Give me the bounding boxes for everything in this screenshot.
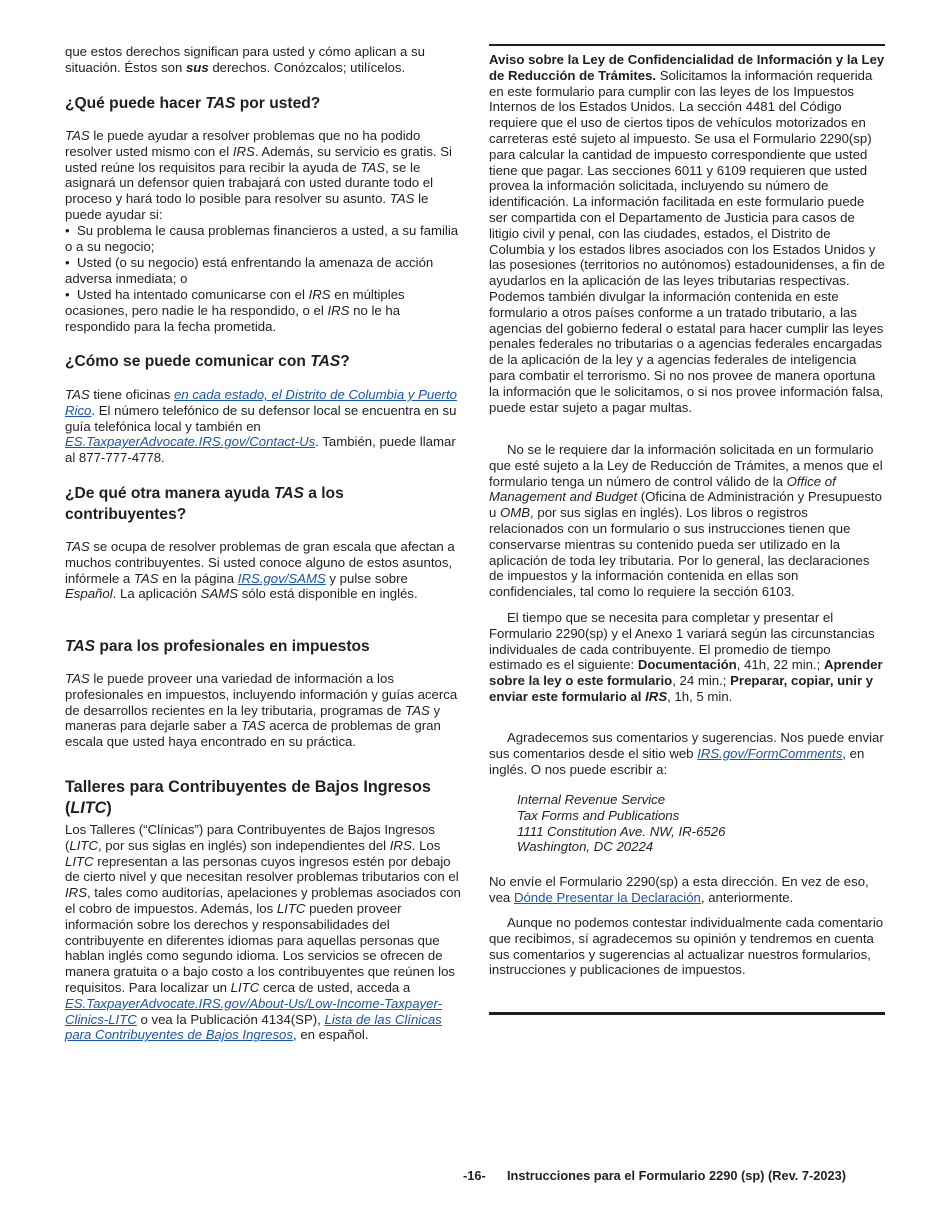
bullet-icon: •: [65, 255, 70, 270]
heading-tas-profesionales: TAS para los profesionales en impuestos: [65, 638, 370, 655]
link-tas-offices[interactable]: en cada estado, el Distrito de Columbia y Puerto Rico: [65, 387, 457, 418]
tas-professionals-paragraph: TAS le puede proveer una variedad de información a los profesionales en impuestos, incluyendo información y guías acerca de desarrollos recientes en la ley tributaria, programas de TAS y maneras para dejarle saber a TAS acerca de problemas de gran escala que usted haya encontrado en su práctica.: [65, 671, 458, 750]
bottom-rule: [489, 1012, 885, 1015]
heading-que-puede-hacer-tas: ¿Qué puede hacer TAS por usted?: [65, 95, 321, 112]
page-number: -16-: [463, 1168, 486, 1183]
tas-systemic-paragraph: TAS se ocupa de resolver problemas de gran escala que afectan a muchos contribuyentes. Si usted conoce alguno de estos asuntos, infórmele a TAS en la página IRS.gov/SAMS y pulse sobre Español. La aplicación SAMS sólo está disponible en inglés.: [65, 539, 455, 602]
bullet-adverse-action: • Usted (o su negocio) está enfrentando la amenaza de acción adversa inmediata; o: [65, 255, 434, 286]
tas-help-paragraph: TAS le puede ayudar a resolver problemas que no ha podido resolver usted mismo con el IRS. Además, su servicio es gratis. Si usted reúne los requisitos para recibir la ayuda de TAS, se le asignará un defensor quien trabajará con usted durante todo el proceso y hará todo lo posible para resolver su asunto. TAS le puede ayudar si:: [65, 128, 452, 222]
link-tas-contact-us[interactable]: ES.TaxpayerAdvocate.IRS.gov/Contact-Us: [65, 434, 316, 450]
footer-title: Instrucciones para el Formulario 2290 (sp) (Rev. 7-2023): [507, 1168, 847, 1183]
paperwork-paragraph: No se le requiere dar la información solicitada en un formulario que esté sujeto a la Ley de Reducción de Trámites, a menos que el formulario tenga un número de control válido de la Office of Management and Budget (Oficina de Administración y Presupuesto u OMB, por sus siglas en inglés). Los libros o registros relacionados con un formulario o sus instrucciones tienen que conservarse mientras su contenido pueda ser utilizado en la aplicación de toda ley tributaria. Por lo general, las declaraciones de impuestos y la información contenida en ellas son confidenciales, tal como lo requiere la sección 6103.: [489, 442, 883, 600]
comments-paragraph: Agradecemos sus comentarios y sugerencias. Nos puede enviar sus comentarios desde el sitio web IRS.gov/FormComments, en inglés. O nos puede escribir a:: [489, 730, 884, 777]
bullet-no-response: • Usted ha intentado comunicarse con el IRS en múltiples ocasiones, pero nadie le ha respondido, o el IRS no le ha respondido para la fecha prometida.: [65, 287, 405, 334]
heading-como-comunicar-tas: ¿Cómo se puede comunicar con TAS?: [65, 353, 350, 370]
bullet-icon: •: [65, 287, 70, 302]
link-form-comments[interactable]: IRS.gov/FormComments: [697, 745, 843, 761]
top-rule: [489, 44, 885, 46]
link-irs-sams[interactable]: IRS.gov/SAMS: [237, 570, 326, 586]
link-donde-presentar[interactable]: Dónde Presentar la Declaración: [513, 889, 701, 905]
link-litc-about-us[interactable]: ES.TaxpayerAdvocate.IRS.gov/About-Us/Low-Income-Taxpayer-Clinics-LITC: [65, 995, 443, 1027]
heading-otra-manera-ayuda-tas: ¿De qué otra manera ayuda TAS a los contribuyentes?: [65, 485, 344, 523]
do-not-send-paragraph: No envíe el Formulario 2290(sp) a esta dirección. En vez de eso, vea Dónde Presentar la Declaración, anteriormente.: [489, 874, 869, 905]
heading-litc: Talleres para Contribuyentes de Bajos Ingresos (LITC): [65, 778, 431, 817]
link-lista-clinicas[interactable]: Lista de las Clínicas para Contribuyentes de Bajos Ingresos: [65, 1011, 442, 1043]
privacy-notice-heading: Aviso sobre la Ley de Confidencialidad de Información y la Ley de Reducción de Trámites.: [489, 52, 885, 83]
irs-mailing-address: Internal Revenue Service Tax Forms and Publications 1111 Constitution Ave. NW, IR-6526 Washington, DC 20224: [517, 792, 726, 855]
litc-paragraph: Los Talleres (“Clínicas”) para Contribuyentes de Bajos Ingresos (LITC, por sus siglas en inglés) son independientes del IRS. Los LITC representan a las personas cuyos ingresos estén por debajo de cierto nivel y que necesitan resolver problemas tributarios con el IRS, tales como auditorías, apelaciones y problemas asociados con el cobro de impuestos. Además, los LITC pueden proveer información sobre los derechos y responsabilidades del contribuyente en diferentes idiomas para aquellas personas que hablan inglés como segundo idioma. Los servicios se ofrecen de manera gratuita o a bajo costo a los contribuyentes que reúnen los requisitos. Para localizar un LITC cerca de usted, acceda a ES.TaxpayerAdvocate.IRS.gov/About-Us/Low-Income-Taxpayer-Clinics-LITC o vea la Publicación 4134(SP), Lista de las Clínicas para Contribuyentes de Bajos Ingresos, en español.: [65, 822, 461, 1043]
time-estimate-paragraph: El tiempo que se necesita para completar y presentar el Formulario 2290(sp) y el Anexo 1 variará según las circunstancias individuales de cada contribuyente. El promedio de tiempo estimado es el siguiente: Documentación, 41h, 22 min.; Aprender sobre la ley o este formulario, 24 min.; Preparar, copiar, unir y enviar este formulario al IRS, 1h, 5 min.: [489, 610, 883, 704]
privacy-notice-paragraph: Aviso sobre la Ley de Confidencialidad de Información y la Ley de Reducción de Trámites. Solicitamos la información requerida en este formulario para cumplir con las leyes de los Impuestos Internos de los Estados Unidos. La sección 4481 del Código requiere que el uso de ciertos tipos de vehículos motorizados en carreteras esté sujeto al impuesto. Se usa el Formulario 2290(sp) para calcular la cantidad de impuesto correspondiente que usted tiene que pagar. Las secciones 6011 y 6109 requieren que usted provea la información solicitada, incluyendo su número de identificación. La información facilitada en este formulario puede ser compartida con el Departamento de Justicia para casos de litigio civil y penal, con las ciudades, estados, el Distrito de Columbia y los estados libres asociados con los Estados Unidos y las posesiones (territorios no autónomos) estadounidenses, a fin de ayudarlos en la aplicación de las leyes tributarias respectivas. Podemos también divulgar la información contenida en este formulario a otros países conforme a un tratado tributario, a las agencias del gobierno federal o estatal para hacer cumplir las leyes penales federales no tributarias o a agencias federales encargadas de la aplicación de la ley y a agencias federales de inteligencia para combatir el terrorismo. Si no nos provee de manera oportuna la información que le solicitamos, o si nos provee información falsa, puede estar sujeto a pagar multas.: [489, 52, 885, 415]
tas-contact-paragraph: TAS tiene oficinas en cada estado, el Distrito de Columbia y Puerto Rico. El número telefónico de su defensor local se encuentra en su guía telefónica local y también en ES.TaxpayerAdvocate.IRS.gov/Contact-Us. También, puede llamar al 877-777-4778.: [65, 387, 457, 466]
bullet-financial-problems: • Su problema le causa problemas financieros a usted, a su familia o a su negocio;: [65, 223, 459, 254]
bullet-icon: •: [65, 223, 70, 238]
intro-paragraph: que estos derechos significan para usted y cómo aplican a su situación. Éstos son sus derechos. Conózcalos; utilícelos.: [65, 44, 425, 75]
thanks-paragraph: Aunque no podemos contestar individualmente cada comentario que recibimos, sí agradecemos su opinión y tendremos en cuenta sus comentarios y sugerencias al actualizar nuestros formularios, instrucciones y publicaciones de impuestos.: [489, 915, 884, 978]
